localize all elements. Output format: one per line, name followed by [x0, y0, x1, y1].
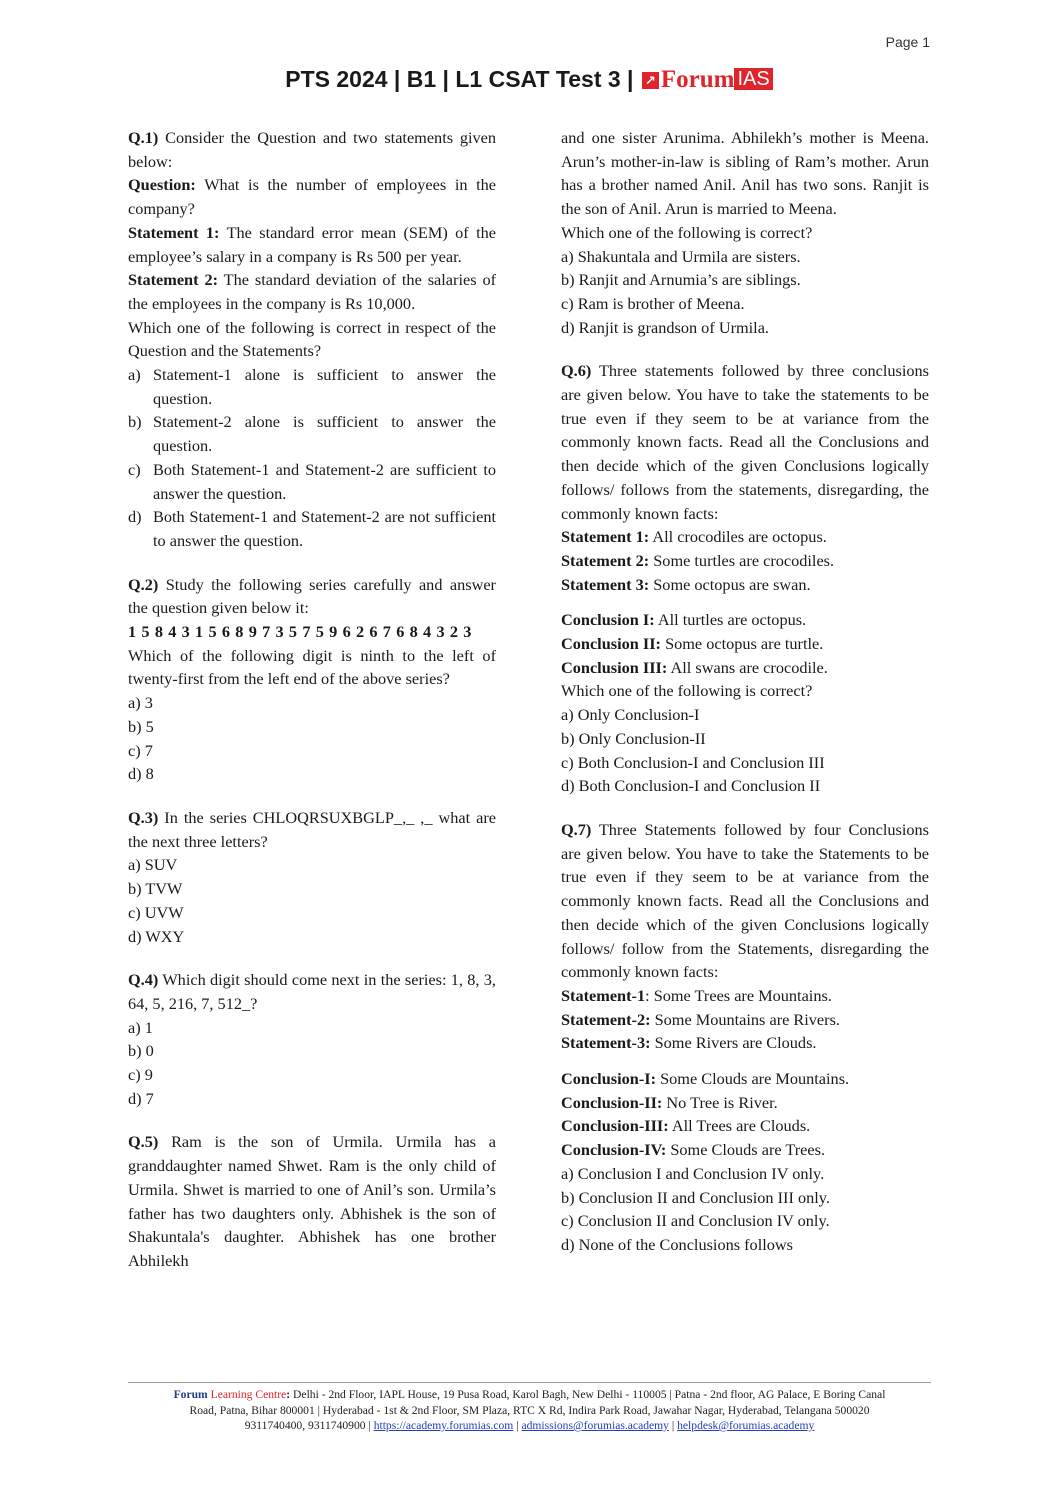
statement-text: Some octopus are swan.	[653, 574, 811, 594]
footer-address-line-2: Road, Patna, Bihar 800001 | Hyderabad - 1st & 2nd Floor, SM Plaza, RTC X Rd, Indira Park Road, Jawahar Nagar, Hyderabad, Telangana 500020	[189, 1403, 870, 1417]
option: b) 5	[128, 716, 154, 736]
footer-phones: 9311740400, 9311740900 |	[244, 1419, 371, 1432]
statement-text: All crocodiles are octopus.	[652, 527, 827, 547]
option: a) Shakuntala and Urmila are sisters.	[561, 246, 801, 266]
statement	[561, 549, 929, 573]
option: d) None of the Conclusions follows	[561, 1234, 793, 1254]
footer-brand-sub: Learning Centre	[210, 1388, 287, 1401]
option	[128, 410, 496, 457]
option-text: Both Statement-1 and Statement-2 are sufficient to answer the question.	[153, 459, 496, 503]
question-label: Question:	[128, 175, 196, 195]
statement	[561, 1031, 929, 1055]
academy-link[interactable]: https://academy.forumias.com	[373, 1419, 514, 1432]
admissions-email-link[interactable]: admissions@forumias.academy	[521, 1419, 669, 1432]
option: b) TVW	[128, 879, 183, 899]
question-ask: Which one of the following is correct?	[561, 681, 813, 701]
statement	[561, 573, 929, 597]
statement-text: The standard error mean (SEM) of the employee’s salary in a company is Rs 500 per year.	[128, 222, 496, 266]
option: d) Both Conclusion-I and Conclusion II	[561, 776, 821, 796]
page-footer	[128, 1387, 931, 1434]
question-text: and one sister Arunima. Abhilekh’s mother is Meena. Arun’s mother-in-law is sibling of Ram’s mother. Arun has a brother named Anil. Anil has two sons. Ranjit is the son of Anil. Arun is married to Meena.	[561, 128, 929, 219]
option-text: Statement-1 alone is sufficient to answer the question.	[153, 365, 496, 408]
question-5-part-1	[128, 1130, 496, 1272]
question-7	[561, 818, 929, 1257]
option: b) Conclusion II and Conclusion III only.	[561, 1187, 830, 1207]
option	[128, 458, 496, 505]
conclusion-label: Conclusion-II:	[561, 1092, 663, 1112]
option	[128, 363, 496, 410]
conclusion-text: Some Clouds are Mountains.	[660, 1069, 850, 1089]
option: a) Conclusion I and Conclusion IV only.	[561, 1163, 825, 1183]
footer-colon: :	[286, 1388, 291, 1401]
statement	[561, 984, 929, 1008]
conclusion-label: Conclusion-IV:	[561, 1140, 667, 1160]
statement-label: Statement-3:	[561, 1033, 651, 1053]
conclusion-text: Some Clouds are Trees.	[670, 1140, 826, 1160]
question-text: Three Statements followed by four Conclusions are given below. You have to take the Statements to be true even if they seem to be at variance from the commonly known facts. Read all the Conclusions and then decide which of the given Conclusions logically follows/ follow from the Statements, disregarding the commonly known facts:	[561, 819, 930, 982]
statement-label: Statement-2:	[561, 1009, 651, 1029]
option-text: Statement-2 alone is sufficient to answer the question.	[153, 412, 496, 456]
option: c) 9	[128, 1065, 153, 1085]
statement-text: : Some Trees are Mountains.	[645, 985, 832, 1005]
conclusion-text: No Tree is River.	[666, 1092, 778, 1112]
question-6	[561, 359, 929, 798]
option: c) 7	[128, 740, 153, 760]
question-number: Q.3)	[128, 807, 159, 827]
conclusion	[561, 608, 929, 632]
option: d) WXY	[128, 926, 185, 946]
conclusion	[561, 1067, 929, 1091]
option-key: a)	[128, 365, 141, 385]
option-text: Both Statement-1 and Statement-2 are not sufficient to answer the question.	[153, 507, 496, 550]
option: d) Ranjit is grandson of Urmila.	[561, 317, 770, 337]
option: d) 7	[128, 1088, 154, 1108]
page-header	[0, 66, 1058, 94]
option: c) Conclusion II and Conclusion IV only.	[561, 1211, 830, 1231]
question-number: Q.2)	[128, 574, 159, 594]
statement	[561, 1008, 929, 1032]
question-text: Study the following series carefully and answer the question given below it:	[128, 574, 496, 618]
statement-label: Statement 2:	[561, 550, 650, 570]
option: d) 8	[128, 764, 154, 784]
option	[128, 505, 496, 552]
conclusion	[561, 1138, 929, 1162]
question-3	[128, 806, 496, 948]
statement-text: Some Mountains are Rivers.	[654, 1009, 840, 1029]
conclusion-label: Conclusion III:	[561, 657, 668, 677]
question-2	[128, 573, 496, 786]
left-column	[128, 126, 496, 1273]
option: a) 3	[128, 693, 153, 713]
statement-label: Statement-1	[561, 985, 646, 1005]
option: c) Both Conclusion-I and Conclusion III	[561, 752, 825, 772]
question-text: Three statements followed by three conclusions are given below. You have to take the statements to be true even if they seem to be at variance from the commonly known facts. Read all the Conclusions and then decide which of the given Conclusions logically follows/ follows from the statements, disregarding, the commonly known facts:	[561, 361, 930, 523]
test-title: PTS 2024 | B1 | L1 CSAT Test 3 |	[285, 66, 634, 92]
question-ask: Which one of the following is correct?	[561, 222, 813, 242]
option-key: b)	[128, 412, 142, 432]
option: a) Only Conclusion-I	[561, 705, 700, 725]
option-key: d)	[128, 507, 142, 527]
number-series: 1 5 8 4 3 1 5 6 8 9 7 3 5 7 5 9 6 2 6 7 6 8 4 3 2 3	[128, 622, 473, 642]
conclusion	[561, 656, 929, 680]
forumias-logo: ↗ Forum IAS	[642, 66, 773, 94]
question-text: Which digit should come next in the series: 1, 8, 3, 64, 5, 216, 7, 512_?	[128, 970, 497, 1013]
conclusion	[561, 632, 929, 656]
conclusion-text: All Trees are Clouds.	[671, 1116, 811, 1136]
conclusion-label: Conclusion II:	[561, 634, 661, 654]
question-5-part-2	[561, 126, 929, 339]
option-key: c)	[128, 459, 141, 479]
arrow-icon: ↗	[642, 72, 659, 89]
conclusion-label: Conclusion I:	[561, 610, 655, 630]
question-1	[128, 126, 496, 553]
conclusion	[561, 1114, 929, 1138]
option: b) Ranjit and Arnumia’s are siblings.	[561, 270, 801, 290]
question-number: Q.7)	[561, 819, 592, 839]
question-number: Q.5)	[128, 1132, 159, 1152]
conclusion	[561, 1091, 929, 1115]
question-number: Q.1)	[128, 128, 159, 147]
option: a) 1	[128, 1017, 153, 1037]
question-ask: Which one of the following is correct in respect of the Question and the Statements?	[128, 317, 496, 361]
option: b) 0	[128, 1041, 154, 1061]
statement-label: Statement 3:	[561, 574, 650, 594]
question-4	[128, 968, 496, 1110]
conclusion-text: All swans are crocodile.	[670, 657, 828, 677]
question-text: In the series CHLOQRSUXBGLP_,_ ,_ what are the next three letters?	[128, 807, 496, 851]
option: a) SUV	[128, 855, 178, 875]
question-text: Ram is the son of Urmila. Urmila has a granddaughter named Shwet. Ram is the only child of Urmila. Shwet is married to one of Anil’s son. Urmila’s father has two daughters only. Abhishek is the son of Shakuntala's daughter. Abhishek has one brother Abhilekh	[128, 1132, 496, 1270]
footer-separator: |	[671, 1419, 675, 1432]
statement-label: Statement 2:	[128, 270, 219, 290]
footer-divider	[128, 1382, 931, 1383]
option: c) UVW	[128, 902, 184, 922]
footer-address-line-1: Delhi - 2nd Floor, IAPL House, 19 Pusa Road, Karol Bagh, New Delhi - 110005 | Patna - 2nd floor, AG Palace, E Boring Canal	[293, 1388, 886, 1401]
footer-brand: Forum	[173, 1388, 208, 1401]
right-column	[561, 126, 929, 1257]
statement-label: Statement 1:	[128, 222, 220, 242]
conclusion-label: Conclusion-I:	[561, 1069, 656, 1089]
conclusion-label: Conclusion-III:	[561, 1116, 669, 1136]
helpdesk-email-link[interactable]: helpdesk@forumias.academy	[677, 1419, 815, 1432]
conclusion-text: All turtles are octopus.	[657, 610, 807, 630]
footer-separator: |	[516, 1419, 519, 1432]
option: b) Only Conclusion-II	[561, 728, 706, 748]
statement-text: Some Rivers are Clouds.	[654, 1033, 817, 1053]
question-text: Consider the Question and two statements given below:	[128, 128, 497, 171]
statement-text: Some turtles are crocodiles.	[653, 550, 835, 570]
page-number: Page 1	[885, 34, 930, 50]
question-ask: Which of the following digit is ninth to the left of twenty-first from the left end of the above series?	[128, 645, 496, 689]
question-body: What is the number of employees in the company?	[128, 175, 496, 219]
statement-label: Statement 1:	[561, 527, 650, 547]
conclusion-text: Some octopus are turtle.	[665, 634, 824, 654]
option: c) Ram is brother of Meena.	[561, 293, 745, 313]
statement	[561, 525, 929, 549]
statement-text: The standard deviation of the salaries of the employees in the company is Rs 10,000.	[128, 270, 497, 313]
question-number: Q.4)	[128, 970, 159, 990]
question-number: Q.6)	[561, 361, 592, 381]
